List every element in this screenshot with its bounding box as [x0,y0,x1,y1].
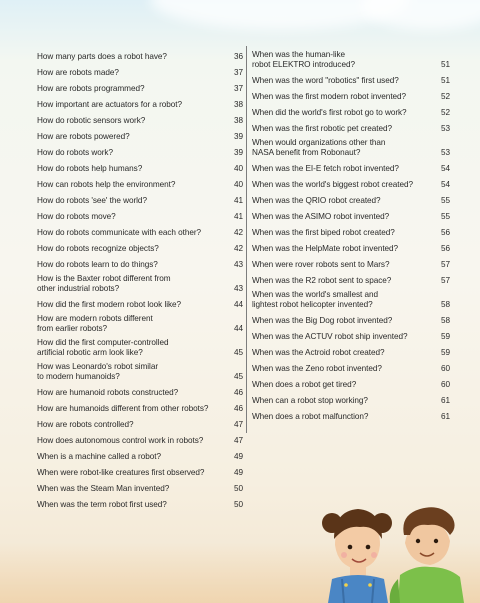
toc-page-number: 42 [233,244,243,253]
toc-page-number: 44 [233,324,243,333]
toc-page-number: 54 [440,164,450,173]
toc-page-number: 38 [233,100,243,109]
toc-question-line: How are robots made? [37,68,119,77]
toc-entry [37,478,243,494]
toc-question [252,348,438,358]
toc-entry [37,110,243,126]
toc-entry [37,294,243,310]
toc-question-line: How many parts does a robot have? [37,52,167,61]
toc-question-line: How did the first computer-controlled [37,338,169,347]
toc-page-number: 41 [233,212,243,221]
toc-right-column [252,46,450,422]
toc-question-line: When does a robot malfunction? [252,412,369,421]
toc-question-line: When was the first modern robot invented? [252,92,407,101]
toc-question [252,244,438,254]
toc-question-line: How do robots work? [37,148,113,157]
toc-page-number: 45 [233,372,243,381]
toc-entry [37,414,243,430]
toc-entry [252,86,450,102]
toc-page-number: 56 [440,228,450,237]
toc-question [37,468,231,478]
toc-question [37,500,231,510]
toc-question [37,452,231,462]
toc-entry [37,310,243,334]
toc-question [37,132,231,142]
toc-question-line: How are robots powered? [37,132,130,141]
toc-page-number: 56 [440,244,450,253]
toc-question [252,364,438,374]
toc-question-line: from earlier robots? [37,324,107,333]
toc-question [252,180,438,190]
toc-question-line: How does autonomous control work in robots? [37,436,204,445]
toc-entry [37,206,243,222]
toc-question-line: How do robots 'see' the world? [37,196,147,205]
toc-question-line: How are robots controlled? [37,420,134,429]
toc-page-number: 53 [440,148,450,157]
toc-entry [252,406,450,422]
toc-question-line: NASA benefit from Robonaut? [252,148,361,157]
toc-question [252,138,438,158]
toc-entry [252,174,450,190]
toc-page-number: 52 [440,108,450,117]
toc-entry [252,358,450,374]
toc-question-line: How can robots help the environment? [37,180,176,189]
toc-entry [252,270,450,286]
toc-entry [252,190,450,206]
toc-question [252,228,438,238]
toc-question [37,338,231,358]
toc-page-number: 60 [440,364,450,373]
toc-question [252,164,438,174]
toc-question-line: When was the human-like [252,50,346,59]
toc-question-line: When was the Steam Man invented? [37,484,170,493]
toc-question-line: When was the EI-E fetch robot invented? [252,164,399,173]
toc-entry [252,158,450,174]
toc-page-number: 49 [233,452,243,461]
toc-page-number: 57 [440,276,450,285]
toc-page-number: 45 [233,348,243,357]
toc-question-line: lightest robot helicopter invented? [252,300,373,309]
toc-question-line: When would organizations other than [252,138,386,147]
toc-question [252,92,438,102]
toc-question-line: How are robots programmed? [37,84,145,93]
toc-entry [37,270,243,294]
toc-question-line: When were robot-like creatures first observed? [37,468,205,477]
toc-page-number: 37 [233,68,243,77]
toc-page-number: 60 [440,380,450,389]
toc-question [252,396,438,406]
toc-entry [37,222,243,238]
toc-question [252,196,438,206]
toc-question [37,84,231,94]
toc-entry [252,238,450,254]
toc-entry [37,430,243,446]
toc-entry [37,462,243,478]
toc-question-line: When was the ASIMO robot invented? [252,212,390,221]
toc-entry [37,446,243,462]
toc-question [37,180,231,190]
toc-page-number: 61 [440,412,450,421]
toc-question [37,116,231,126]
toc-question-line: How was Leonardo's robot similar [37,362,159,371]
toc-entry [37,126,243,142]
toc-question [37,68,231,78]
toc-question [252,124,438,134]
toc-question-line: When does a robot get tired? [252,380,357,389]
toc-page-number: 59 [440,348,450,357]
toc-question [252,316,438,326]
toc-page-number: 55 [440,196,450,205]
toc-entry [37,494,243,510]
toc-page-number: 52 [440,92,450,101]
toc-question-line: When was the world's smallest and [252,290,378,299]
toc-page-number: 41 [233,196,243,205]
toc-entry [252,134,450,158]
toc-page-number: 57 [440,260,450,269]
toc-page-number: 50 [233,484,243,493]
toc-entry [37,254,243,270]
toc-page-number: 50 [233,500,243,509]
toc-entry [252,310,450,326]
toc-question-line: When can a robot stop working? [252,396,368,405]
toc-entry [37,78,243,94]
toc-page-number: 46 [233,404,243,413]
toc-question [37,212,231,222]
toc-entry [252,254,450,270]
toc-question-line: How are humanoid robots constructed? [37,388,179,397]
children-illustration [280,483,480,603]
toc-entry [252,222,450,238]
toc-question [37,52,231,62]
toc-question [252,332,438,342]
toc-question [252,260,438,270]
toc-page-number: 37 [233,84,243,93]
boy-figure [390,507,464,603]
toc-question [37,404,231,414]
toc-question-line: When was the HelpMate robot invented? [252,244,399,253]
toc-question-line: How do robots help humans? [37,164,143,173]
toc-entry [37,190,243,206]
toc-question [252,380,438,390]
toc-question [252,290,438,310]
toc-question-line: How do robots move? [37,212,116,221]
column-divider [246,46,247,433]
toc-entry [252,374,450,390]
toc-left-column [37,46,243,510]
toc-question-line: When was the term robot first used? [37,500,167,509]
toc-question [37,148,231,158]
toc-page-number: 40 [233,164,243,173]
toc-entry [37,238,243,254]
toc-entry [37,62,243,78]
toc-page-number: 44 [233,300,243,309]
toc-entry [252,206,450,222]
toc-entry [252,118,450,134]
toc-question [252,76,438,86]
toc-page-number: 55 [440,212,450,221]
toc-page-number: 59 [440,332,450,341]
toc-entry [252,326,450,342]
toc-question-line: When was the world's biggest robot created? [252,180,413,189]
toc-question-line: When were rover robots sent to Mars? [252,260,390,269]
toc-page-number: 53 [440,124,450,133]
toc-question-line: How are humanoids different from other robots? [37,404,209,413]
toc-entry [37,334,243,358]
toc-page-number: 54 [440,180,450,189]
toc-page-number: 43 [233,284,243,293]
toc-question-line: How do robots communicate with each other? [37,228,202,237]
toc-question [252,50,438,70]
toc-question-line: When was the QRIO robot created? [252,196,381,205]
toc-page-number: 51 [440,60,450,69]
toc-page-number: 58 [440,300,450,309]
toc-question-line: When was the Zeno robot invented? [252,364,382,373]
toc-entry [37,46,243,62]
toc-page-number: 51 [440,76,450,85]
toc-entry [252,102,450,118]
toc-question [37,228,231,238]
toc-question-line: How is the Baxter robot different from [37,274,171,283]
toc-question-line: How do robots learn to do things? [37,260,158,269]
toc-question-line: When was the word "robotics" first used? [252,76,399,85]
toc-page-number: 39 [233,148,243,157]
toc-question-line: How do robotic sensors work? [37,116,146,125]
toc-question [37,436,231,446]
toc-question-line: How important are actuators for a robot? [37,100,182,109]
toc-question-line: When was the ACTUV robot ship invented? [252,332,408,341]
toc-entry [252,46,450,70]
toc-question [37,484,231,494]
toc-question-line: When did the world's first robot go to work? [252,108,407,117]
toc-question [37,388,231,398]
toc-question [37,274,231,294]
toc-page-number: 40 [233,180,243,189]
toc-entry [252,286,450,310]
toc-question [252,212,438,222]
toc-page-number: 39 [233,132,243,141]
toc-entry [37,174,243,190]
toc-question [37,362,231,382]
toc-page-number: 36 [233,52,243,61]
toc-question [37,244,231,254]
toc-entry [37,94,243,110]
toc-page-number: 42 [233,228,243,237]
toc-question-line: other industrial robots? [37,284,120,293]
cloud-decoration [360,0,480,30]
toc-question-line: artificial robotic arm look like? [37,348,143,357]
toc-page-number: 49 [233,468,243,477]
toc-entry [252,390,450,406]
toc-question-line: to modern humanoids? [37,372,120,381]
toc-question [37,300,231,310]
toc-question [37,164,231,174]
toc-question [252,412,438,422]
toc-page-number: 43 [233,260,243,269]
toc-entry [37,382,243,398]
toc-question [37,260,231,270]
toc-question-line: When was the first biped robot created? [252,228,395,237]
toc-question [37,314,231,334]
toc-question [37,420,231,430]
toc-entry [252,342,450,358]
toc-question [37,100,231,110]
toc-page-number: 47 [233,420,243,429]
toc-page-number: 61 [440,396,450,405]
toc-question-line: When was the Big Dog robot invented? [252,316,393,325]
toc-question [252,108,438,118]
toc-question-line: How are modern robots different [37,314,153,323]
toc-question-line: How do robots recognize objects? [37,244,159,253]
toc-entry [37,158,243,174]
toc-question-line: robot ELEKTRO introduced? [252,60,355,69]
toc-question-line: When is a machine called a robot? [37,452,161,461]
toc-question-line: When was the R2 robot sent to space? [252,276,392,285]
toc-question [37,196,231,206]
toc-question-line: When was the Actroid robot created? [252,348,385,357]
toc-question-line: When was the first robotic pet created? [252,124,393,133]
toc-entry [37,398,243,414]
toc-page-number: 58 [440,316,450,325]
toc-page-number: 46 [233,388,243,397]
toc-page-number: 47 [233,436,243,445]
toc-entry [37,358,243,382]
toc-page-number: 38 [233,116,243,125]
toc-entry [37,142,243,158]
girl-figure [322,509,392,603]
toc-entry [252,70,450,86]
toc-question [252,276,438,286]
toc-question-line: How did the first modern robot look like? [37,300,182,309]
